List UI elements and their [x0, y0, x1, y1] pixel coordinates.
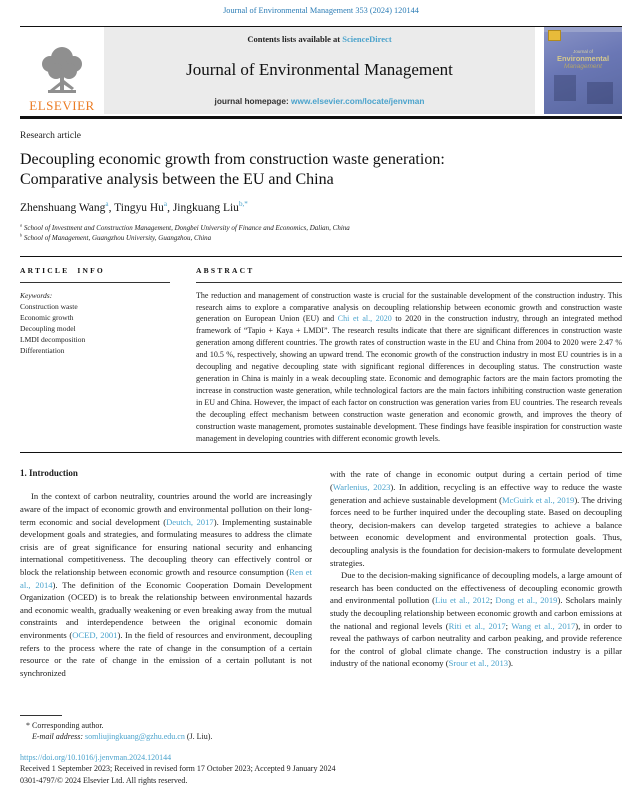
- cover-environmental: Environmental: [556, 54, 610, 63]
- banner-bottom-rule: [20, 116, 622, 119]
- text-run: ). Implementing sustainable development goals and strategies, and formulating measures to address the climate crisis are of great significance for ensuring national security and enhancing international competitiveness. The decoupling theory can effectively control or block the relationship between economic growth and resource consumption (: [20, 516, 312, 577]
- text-run: In the context of carbon neutrality, countries around the world are increasingly aware of the impact of economic growth and environmental pollution on their long-term economic and social development (: [20, 491, 312, 527]
- citation-link[interactable]: Ren et al., 2014: [20, 567, 312, 590]
- meta-divider-rule: [20, 256, 622, 257]
- text-run: ;: [505, 620, 512, 631]
- citation-link[interactable]: Deutch, 2017: [166, 516, 214, 527]
- citation-link[interactable]: McGuirk et al., 2019: [501, 494, 575, 505]
- text-run: ). The driving forces need to be further inquired under the decoupling state. Based on decoupling theory, decision-makers can develop targeted strategies to achieve a balance between economic development and environmental protection goals. Thus, decoupling analysis is the foundation for decision-makers to formulate development strategies.: [330, 494, 622, 568]
- text-run: , Tingyu Hu: [108, 201, 164, 214]
- text-run: ). In addition, recycling is an effective way to reduce the waste generation and achieve sustainable development (: [330, 482, 622, 505]
- footnote-rule: [20, 715, 62, 716]
- text-run: ), in order to reveal the pathways of carbon neutrality and carbon peaking, and provide reference for the control of global climate change. The construction industry is a pillar industry of the national economy (: [330, 620, 622, 669]
- keyword-construction-waste: Construction waste: [20, 301, 78, 311]
- sciencedirect-link[interactable]: ScienceDirect: [342, 34, 392, 44]
- citation-link[interactable]: Dong et al., 2019: [495, 595, 558, 606]
- citation-link[interactable]: a: [163, 199, 168, 208]
- text-run: with the rate of change in economic output during a certain period of time (: [330, 469, 622, 493]
- article-title-line2: Comparative analysis between the EU and China: [20, 170, 334, 188]
- keyword-differentiation: Differentiation: [20, 345, 65, 355]
- elsevier-wordmark: ELSEVIER: [29, 98, 95, 113]
- citation-link[interactable]: Chi et al., 2020: [337, 314, 392, 324]
- page-footer: [20, 715, 622, 787]
- cover-title: [544, 49, 622, 70]
- doi-link[interactable]: https://doi.org/10.1016/j.jenvman.2024.120144: [20, 752, 172, 762]
- citation-link[interactable]: Srour et al., 2013: [448, 658, 509, 669]
- text-run: The reduction and management of construction waste is crucial for the sustainable development of the construction industry. This research aims to explore a comparative analysis on decoupling relationship between economic growth and construction waste generation on European Union (EU) and: [196, 290, 622, 324]
- abstract-rule: [196, 282, 622, 283]
- abstract-section: [196, 266, 622, 445]
- journal-banner: [20, 27, 622, 114]
- text-run: ). Scholars mainly study the decoupling relationship between economic growth and carbon emissions at the national and regional levels (: [330, 595, 622, 631]
- keyword-lmdi-decomposition: LMDI decomposition: [20, 334, 86, 344]
- received-dates: Received 1 September 2023; Received in revised form 17 October 2023; Accepted 9 January 2024: [20, 764, 336, 773]
- corresponding-author-note: * Corresponding author.: [26, 720, 104, 730]
- cover-badge-icon: [548, 30, 561, 41]
- citation-link[interactable]: a: [105, 199, 109, 208]
- journal-reference: Journal of Environmental Management 353 (2024) 120144: [223, 6, 419, 15]
- article-title: [20, 150, 622, 190]
- superscript-marker: a: [20, 222, 23, 228]
- text-run: School of Investment and Construction Management, Dongbei University of Finance and Economics, Dalian, China: [22, 223, 350, 232]
- homepage-label: journal homepage:: [214, 96, 292, 106]
- abstract-text: [196, 290, 622, 445]
- email-line: [20, 731, 622, 743]
- text-run: ). The definition of the Economic Cooperation Domain Development Organization (OCED) is to break the relationship between environmental hazards and economic wealth, gradually weakening or even breaking away from the mutual constraints and interdependence between the original economic domain environments (: [20, 579, 312, 640]
- contents-line: [247, 34, 391, 44]
- text-run: , Jingkuang Liu: [167, 201, 239, 214]
- homepage-line: [215, 96, 425, 106]
- affiliations: [20, 223, 622, 243]
- intro-paragraph: [20, 490, 312, 679]
- text-run: to 2020 in the construction industry, through an integrated method framework of “Tapio + Kaya + LMDI”. The research results indicate that there are significant differences in construction waste generation among different countries. The growth rates of construction waste in the EU and China from 2004 to 2020 were 2.47 % and 10.5 %, respectively, showing an upward trend. The economic growth of the construction industry in most EU countries is in a decoupling and negative decoupling state with significant regional differences in decoupling status. The construction waste generation in China is mainly in a weak decoupling state. Economic and demographic factors are the main factors promoting the increase in construction waste generation, while technological factors are the main factors inhibiting construction waste generation in EU and China. However, the impact of each factor on construction was generation varies from EU countries. The research reveals the decoupling effect mechanism between construction waste generation and economic growth, and improves the theory of construction waste management, promotes sustainable development. These findings have feasible inspiration for construction waste management in developing countries with different economic growth levels.: [196, 314, 622, 443]
- email-label: E-mail address:: [32, 732, 86, 741]
- citation-link[interactable]: Riti et al., 2017: [448, 620, 506, 631]
- text-run: ).: [508, 658, 514, 669]
- affiliation-a: [20, 223, 622, 233]
- text-run: Due to the decision-making significance of decoupling models, a large amount of research has been conducted on the effectiveness of decoupling economic growth and environmental pollution (: [330, 570, 622, 606]
- journal-title: Journal of Environmental Management: [186, 60, 453, 79]
- affiliation-b: [20, 233, 622, 243]
- right-column: [330, 468, 622, 696]
- email-link[interactable]: somliujingkuang@gzhu.edu.cn: [85, 732, 185, 741]
- cover-management: Management: [564, 63, 602, 70]
- abstract-bottom-rule: [20, 452, 622, 453]
- email-suffix: (J. Liu).: [184, 732, 213, 741]
- text-run: ). In the field of resources and environment, decoupling refers to the process where the rate of change in the consumption of a certain resource or the rate of change in the emission of a certain pollutant is not synchronized: [20, 629, 312, 678]
- elsevier-tree-icon: [36, 44, 88, 100]
- info-abstract-row: [20, 266, 622, 445]
- homepage-link[interactable]: www.elsevier.com/locate/jenvman: [291, 96, 425, 106]
- article-info-heading: ARTICLE INFO: [20, 265, 105, 275]
- citation-link[interactable]: OCED, 2001: [72, 629, 118, 640]
- text-run: School of Management, Guangzhou University, Guangzhou, China: [22, 233, 212, 242]
- copyright-line: 0301-4797/© 2024 Elsevier Ltd. All rights reserved.: [20, 775, 188, 785]
- citation-link[interactable]: Liu et al., 2012: [435, 595, 490, 606]
- elsevier-logo: [20, 27, 104, 114]
- second-paragraph: [330, 569, 622, 670]
- cover-artwork: [587, 82, 613, 104]
- cover-artwork: [554, 75, 576, 101]
- superscript-marker: b: [20, 232, 23, 238]
- article-body: [20, 468, 622, 696]
- left-column: [20, 468, 312, 696]
- article-info-rule: [20, 282, 170, 283]
- contents-lists-text: Contents lists available at: [247, 34, 343, 44]
- cover-journal-of: Journal of: [573, 49, 593, 54]
- citation-link[interactable]: Wang et al., 2017: [511, 620, 576, 631]
- article-info-section: [20, 266, 170, 445]
- article-type-label: Research article: [20, 131, 81, 141]
- text-run: Zhenshuang Wang: [20, 201, 106, 214]
- keyword-decoupling-model: Decoupling model: [20, 323, 76, 333]
- section-heading-introduction: 1. Introduction: [20, 468, 78, 479]
- banner-center: [104, 27, 535, 114]
- keywords-label: Keywords:: [20, 290, 53, 300]
- journal-cover-thumbnail[interactable]: [544, 27, 622, 114]
- article-title-line1: Decoupling economic growth from construction waste generation:: [20, 151, 445, 168]
- continuation-paragraph: [330, 468, 622, 569]
- authors-line: [20, 199, 622, 214]
- abstract-heading: ABSTRACT: [196, 265, 255, 275]
- keyword-economic-growth: Economic growth: [20, 312, 74, 322]
- citation-link[interactable]: b,*: [238, 199, 248, 208]
- text-run: ;: [489, 595, 496, 606]
- citation-link[interactable]: Warlenius, 2023: [332, 482, 391, 493]
